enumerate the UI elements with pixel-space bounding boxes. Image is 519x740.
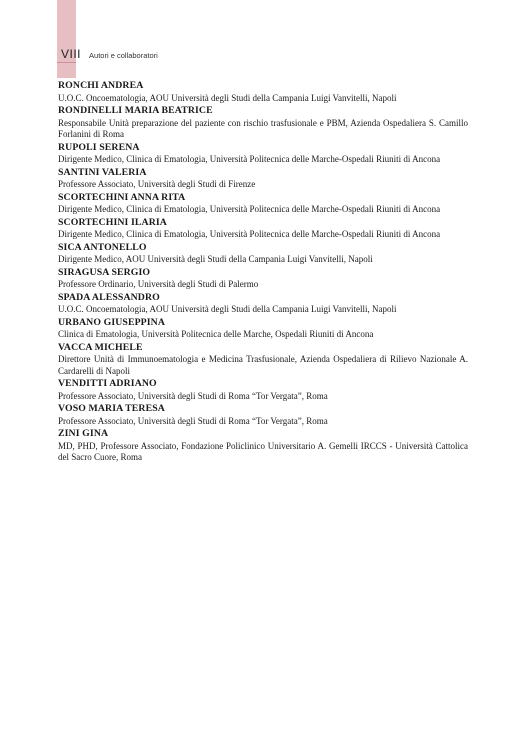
contributor-name: URBANO GIUSEPPINA [58, 316, 166, 328]
contributor-affiliation: U.O.C. Oncoematologia, AOU Università degli Studi della Campania Luigi Vanvitelli, Napoli [58, 304, 397, 314]
contributor-affiliation: Direttore Unità di Immunoematologia e Medicina Trasfusionale, Azienda Ospedaliera di Rilievo Nazionale A. Cardarelli di Napoli [58, 354, 468, 376]
contributor-name: ZINI GINA [58, 428, 109, 439]
list-item [58, 403, 468, 427]
page-tab-marker [57, 0, 76, 78]
contributor-name: SCORTECHINI ANNA RITA [58, 191, 186, 203]
list-item [58, 378, 468, 402]
contributor-name: VACCA MICHELE [58, 341, 143, 353]
contributor-affiliation: Dirigente Medico, AOU Università degli Studi della Campania Luigi Vanvitelli, Napoli [58, 254, 373, 264]
list-item [58, 292, 468, 316]
contributor-affiliation: Dirigente Medico, Clinica di Ematologia, Università Politecnica delle Marche-Ospedali Riuniti di Ancona [58, 204, 441, 214]
page-number: VIII [61, 47, 82, 61]
list-item [58, 428, 468, 464]
list-item [58, 142, 468, 166]
list-item [58, 192, 468, 216]
contributor-name: RONCHI ANDREA [58, 80, 144, 91]
contributor-affiliation: Dirigente Medico, Clinica di Ematologia, Università Politecnica delle Marche-Ospedali Riuniti di Ancona [58, 229, 441, 239]
contributor-affiliation: Clinica di Ematologia, Università Politecnica delle Marche, Ospedali Riuniti di Ancona [58, 329, 374, 339]
list-item [58, 80, 468, 104]
contributor-affiliation: Professore Ordinario, Università degli Studi di Palermo [58, 279, 259, 289]
contributors-list [58, 80, 468, 465]
list-item [58, 105, 468, 141]
contributor-name: RONDINELLI MARIA BEATRICE [58, 105, 213, 116]
contributor-name: VENDITTI ADRIANO [58, 378, 157, 389]
running-head: Autori e collaboratori [89, 51, 158, 60]
list-item [58, 342, 468, 378]
contributor-name: SIRAGUSA SERGIO [58, 266, 151, 278]
contributor-name: VOSO MARIA TERESA [58, 403, 165, 414]
list-item [58, 317, 468, 341]
contributor-affiliation: Dirigente Medico, Clinica di Ematologia, Università Politecnica delle Marche-Ospedali Riuniti di Ancona [58, 154, 441, 164]
contributor-affiliation: MD, PHD, Professore Associato, Fondazione Policlinico Universitario A. Gemelli IRCCS - Università Cattolica del Sacro Cuore, Roma [58, 440, 468, 462]
list-item [58, 217, 468, 241]
contributor-affiliation: U.O.C. Oncoematologia, AOU Università degli Studi della Campania Luigi Vanvitelli, Napoli [58, 92, 397, 103]
contributor-name: SICA ANTONELLO [58, 241, 147, 253]
contributor-name: SANTINI VALERIA [58, 166, 147, 178]
contributor-name: SCORTECHINI ILARIA [58, 216, 167, 228]
list-item [58, 267, 468, 291]
contributor-name: SPADA ALESSANDRO [58, 291, 160, 303]
contributor-affiliation: Responsabile Unità preparazione del paziente con rischio trasfusionale e PBM, Azienda Ospedaliera S. Camillo Forlanini di Roma [58, 117, 468, 139]
list-item [58, 242, 468, 266]
contributor-affiliation: Professore Associato, Università degli Studi di Firenze [58, 179, 256, 189]
contributor-affiliation: Professore Associato, Università degli Studi di Roma “Tor Vergata”, Roma [58, 390, 328, 401]
list-item [58, 167, 468, 191]
header-rule [57, 62, 76, 63]
contributor-affiliation: Professore Associato, Università degli Studi di Roma “Tor Vergata”, Roma [58, 415, 328, 426]
page-header [61, 47, 158, 61]
contributor-name: RUPOLI SERENA [58, 141, 140, 153]
